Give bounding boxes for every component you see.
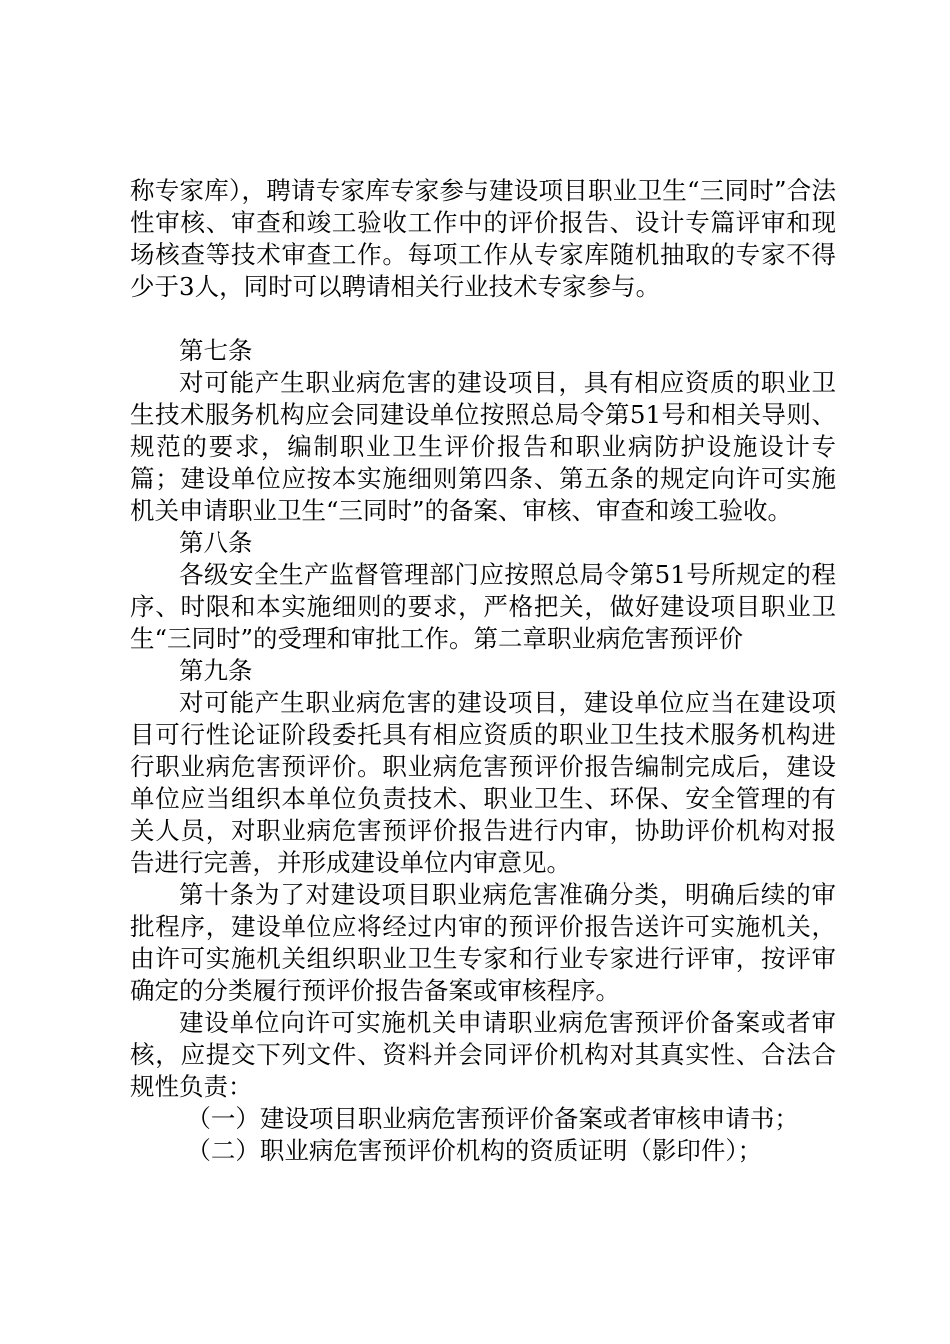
list-item-2: （二）职业病危害预评价机构的资质证明（影印件）；: [186, 1136, 763, 1165]
article-7-heading: 第七条: [179, 336, 253, 365]
article-10-paragraph: 第十条为了对建设项目职业病危害准确分类，明确后续的审批程序，建设单位应将经过内审的预评价报告送许可实施机关，由许可实施机关组织职业卫生专家和行业专家进行评审，按评审确定的分类履行预评价报告备案或审核程序。: [130, 880, 836, 1005]
article-8-paragraph: 各级安全生产监督管理部门应按照总局令第51号所规定的程序、时限和本实施细则的要求，严格把关，做好建设项目职业卫生“三同时”的受理和审批工作。第二章职业病危害预评价: [130, 560, 836, 653]
list-item-1: （一）建设项目职业病危害预评价备案或者审核申请书；: [186, 1104, 799, 1133]
application-paragraph: 建设单位向许可实施机关申请职业病危害预评价备案或者审核，应提交下列文件、资料并会同评价机构对其真实性、合法合规性负责：: [130, 1008, 836, 1101]
document-body: [130, 175, 836, 1167]
article-9-heading: 第九条: [179, 656, 253, 685]
article-9-paragraph: 对可能产生职业病危害的建设项目，建设单位应当在建设项目可行性论证阶段委托具有相应资质的职业卫生技术服务机构进行职业病危害预评价。职业病危害预评价报告编制完成后，建设单位应当组织本单位负责技术、职业卫生、环保、安全管理的有关人员，对职业病危害预评价报告进行内审，协助评价机构对报告进行完善，并形成建设单位内审意见。: [130, 688, 836, 877]
continuation-paragraph: 称专家库），聘请专家库专家参与建设项目职业卫生“三同时”合法性审核、审查和竣工验收工作中的评价报告、设计专篇评审和现场核查等技术审查工作。每项工作从专家库随机抽取的专家不得少于3人，同时可以聘请相关行业技术专家参与。: [130, 176, 836, 301]
article-8-heading: 第八条: [179, 528, 253, 557]
article-7-paragraph: 对可能产生职业病危害的建设项目，具有相应资质的职业卫生技术服务机构应会同建设单位按照总局令第51号和相关导则、规范的要求，编制职业卫生评价报告和职业病防护设施设计专篇；建设单位应按本实施细则第四条、第五条的规定向许可实施机关申请职业卫生“三同时”的备案、审核、审查和竣工验收。: [130, 368, 836, 525]
paragraph-gap: [130, 303, 836, 335]
